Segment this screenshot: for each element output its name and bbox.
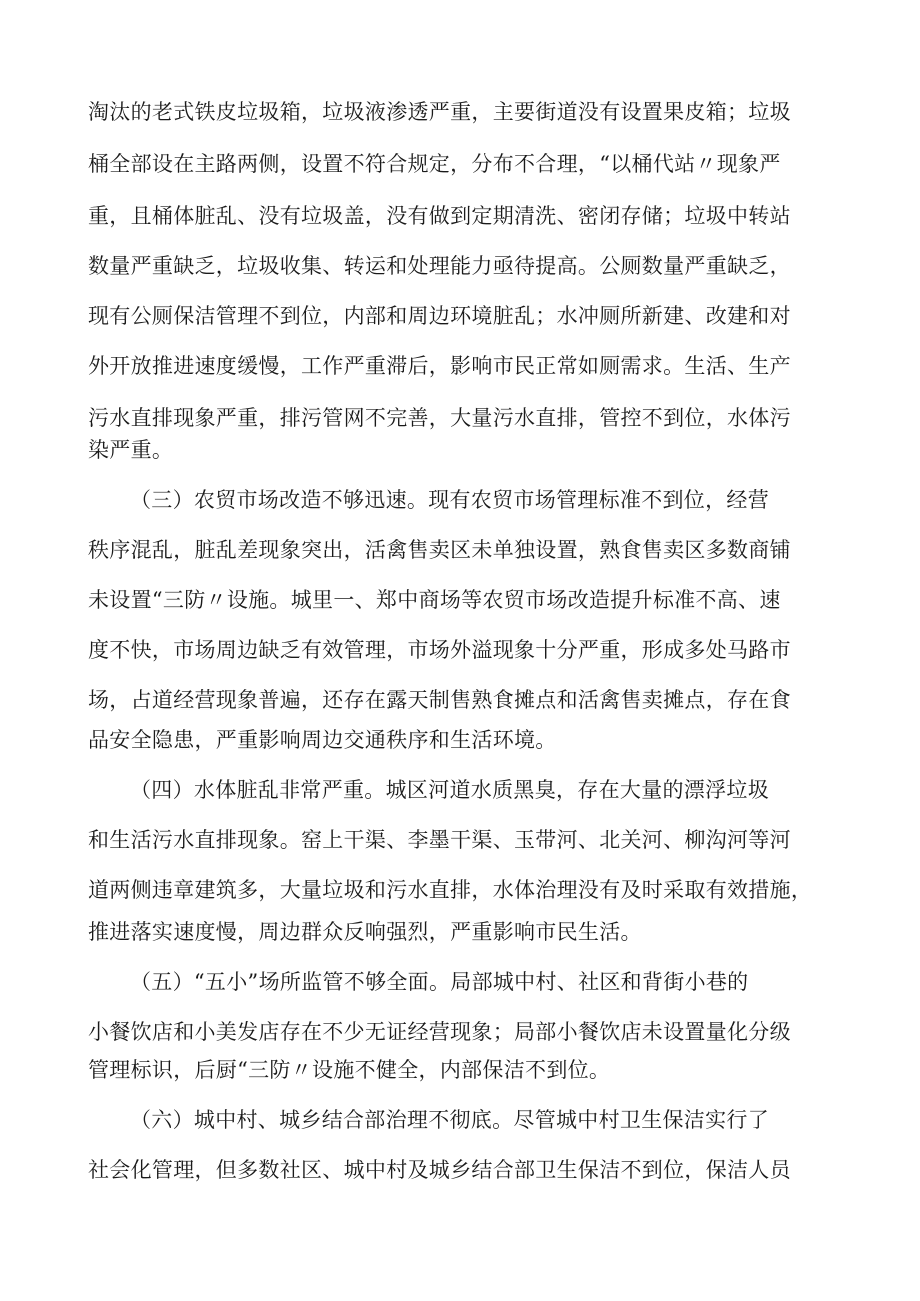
text-line: 推进落实速度慢，周边群众反响强烈，严重影响市民生活。 [88, 920, 642, 944]
text-line: 未设置“三防〃设施。城里一、郑中商场等农贸市场改造提升标准不高、速 [88, 588, 781, 612]
text-line: 道两侧违章建筑多，大量垃圾和污水直排，水体治理没有及时采取有效措施， [88, 878, 813, 902]
text-line: 数量严重缺乏，垃圾收集、转运和处理能力亟待提高。公厕数量严重缺乏， [88, 254, 791, 278]
paragraph-heading-line: （四）水体脏乱非常严重。城区河道水质黑臭，存在大量的漂浮垃圾 [130, 778, 769, 802]
paragraph-heading-line: （三）农贸市场改造不够迅速。现有农贸市场管理标准不到位，经营 [130, 488, 769, 512]
text-line: 小餐饮店和小美发店存在不少无证经营现象；局部小餐饮店未设置量化分级 [88, 1020, 791, 1044]
text-line: 社会化管理，但多数社区、城中村及城乡结合部卫生保洁不到位，保洁人员 [88, 1158, 791, 1182]
text-line: 外开放推进速度缓慢，工作严重滞后，影响市民正常如厕需求。生活、生产 [88, 354, 791, 378]
text-line: 染严重。 [88, 438, 174, 462]
text-line: 场，占道经营现象普遍，还存在露天制售熟食摊点和活禽售卖摊点，存在食 [88, 688, 791, 712]
paragraph-heading-line: （六）城中村、城乡结合部治理不彻底。尽管城中村卫生保洁实行了 [130, 1108, 769, 1132]
text-line: 淘汰的老式铁皮垃圾箱，垃圾液渗透严重，主要街道没有设置果皮箱；垃圾 [88, 100, 791, 124]
text-line: 重，且桶体脏乱、没有垃圾盖，没有做到定期清洗、密闭存储；垃圾中转站 [88, 204, 791, 228]
text-line: 桶全部设在主路两侧，设置不符合规定，分布不合理，“以桶代站〃现象严 [88, 152, 781, 176]
text-line: 品安全隐患，严重影响周边交通秩序和生活环境。 [88, 728, 557, 752]
text-line: 污水直排现象严重，排污管网不完善，大量污水直排，管控不到位，水体污 [88, 406, 791, 430]
paragraph-heading-line: （五）“五小”场所监管不够全面。局部城中村、社区和背街小巷的 [130, 970, 749, 994]
text-line: 秩序混乱，脏乱差现象突出，活禽售卖区未单独设置，熟食售卖区多数商铺 [88, 538, 791, 562]
text-line: 和生活污水直排现象。窑上干渠、李墨干渠、玉带河、北关河、柳沟河等河 [88, 828, 791, 852]
text-line: 度不快，市场周边缺乏有效管理，市场外溢现象十分严重，形成多处马路市 [88, 638, 791, 662]
text-line: 管理标识，后厨“三防〃设施不健全，内部保洁不到位。 [88, 1058, 611, 1082]
text-line: 现有公厕保洁管理不到位，内部和周边环境脏乱；水冲厕所新建、改建和对 [88, 304, 791, 328]
